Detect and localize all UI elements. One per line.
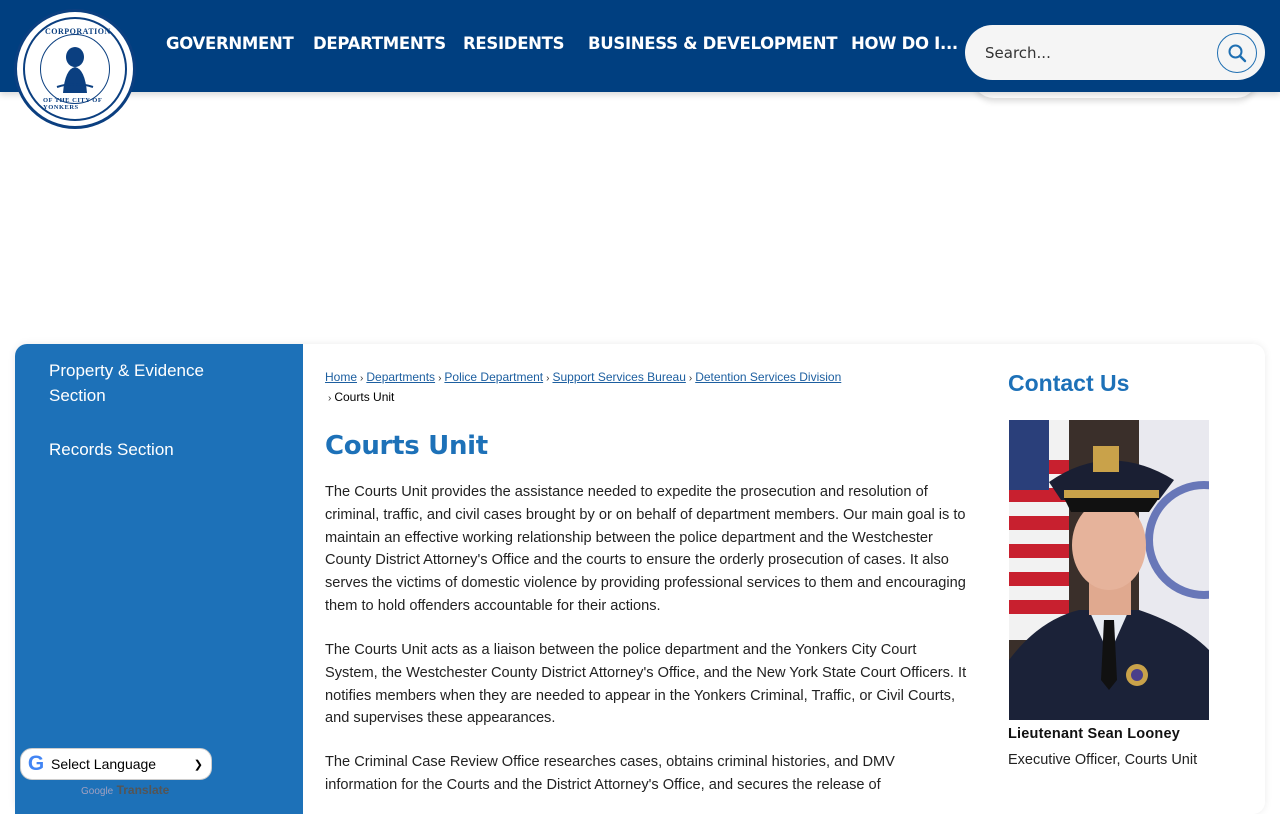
sidebar [15, 344, 303, 814]
search-box [965, 25, 1265, 80]
contact-photo [1009, 420, 1209, 720]
google-g-icon: G [27, 752, 45, 775]
search-input[interactable] [985, 39, 1215, 67]
page-title: Courts Unit [325, 431, 488, 461]
language-select[interactable] [20, 748, 212, 780]
city-seal-logo[interactable] [14, 9, 136, 129]
breadcrumb-separator: › [546, 373, 550, 384]
nav-departments[interactable]: DEPARTMENTS [313, 34, 446, 53]
body-paragraph-2: The Courts Unit acts as a liaison between the police department and the Yonkers City Court System, the Westchester County District Attorney's Office, and the New York State Court Officers. It notifies members when they are needed to appear in the Yonkers Criminal, Traffic, or Civil Courts, and supervises these appearances. [325, 642, 967, 727]
breadcrumb-separator: › [360, 373, 364, 384]
breadcrumb-detention-services-division[interactable]: Detention Services Division [695, 370, 842, 384]
breadcrumb-departments[interactable]: Departments [366, 370, 436, 384]
breadcrumb-home[interactable]: Home [325, 370, 358, 384]
seal-figure-icon [40, 34, 110, 104]
breadcrumb-separator: › [438, 373, 442, 384]
nav-business-development[interactable]: BUSINESS & DEVELOPMENT [588, 34, 838, 53]
contact-name: Lieutenant Sean Looney [1008, 726, 1180, 742]
chevron-down-icon: ❯ [193, 758, 203, 771]
seal-bottom-text: OF THE CITY OF YONKERS [43, 97, 103, 111]
body-paragraph-3: The Criminal Case Review Office researches cases, obtains criminal histories, and DMV information for the Courts and the District Attorney's Office, and secures the release of [325, 754, 895, 793]
contact-us-heading: Contact Us [1008, 370, 1130, 396]
breadcrumb-support-services-bureau[interactable]: Support Services Bureau [552, 370, 686, 384]
search-icon [1227, 43, 1247, 63]
nav-how-do-i[interactable]: HOW DO I... [851, 34, 958, 53]
nav-government[interactable]: GOVERNMENT [166, 34, 294, 53]
seal-top-text: CORPORATION [45, 27, 111, 36]
breadcrumb-separator: › [328, 393, 332, 404]
body-paragraph-1: The Courts Unit provides the assistance needed to expedite the prosecution and resolution of criminal, traffic, and civil cases brought by or on behalf of department members. Our main goal is to maintain an effective working relationship between the police department and the Westchester County District Attorney's Office and the courts to ensure the orderly prosecution of cases. It also serves the victims of domestic violence by providing professional services to them and encouraging them to hold offenders accountable for their actions. [325, 484, 966, 614]
nav-residents[interactable]: RESIDENTS [463, 34, 565, 53]
contact-role: Executive Officer, Courts Unit [1008, 752, 1198, 768]
breadcrumb [325, 368, 965, 408]
google-wordmark: Google [81, 786, 114, 797]
search-button[interactable] [1217, 33, 1257, 73]
translate-link-label: Translate [116, 783, 170, 797]
powered-by-google-translate[interactable] [81, 783, 169, 797]
breadcrumb-police-department[interactable]: Police Department [444, 370, 544, 384]
breadcrumb-separator: › [688, 373, 693, 384]
breadcrumb-current: Courts Unit [334, 390, 395, 404]
sidebar-item-property-evidence[interactable]: Property & Evidence Section [49, 361, 204, 405]
language-select-label: Select Language [51, 756, 157, 772]
sidebar-item-records[interactable]: Records Section [49, 440, 174, 459]
seal-ring [23, 17, 127, 121]
